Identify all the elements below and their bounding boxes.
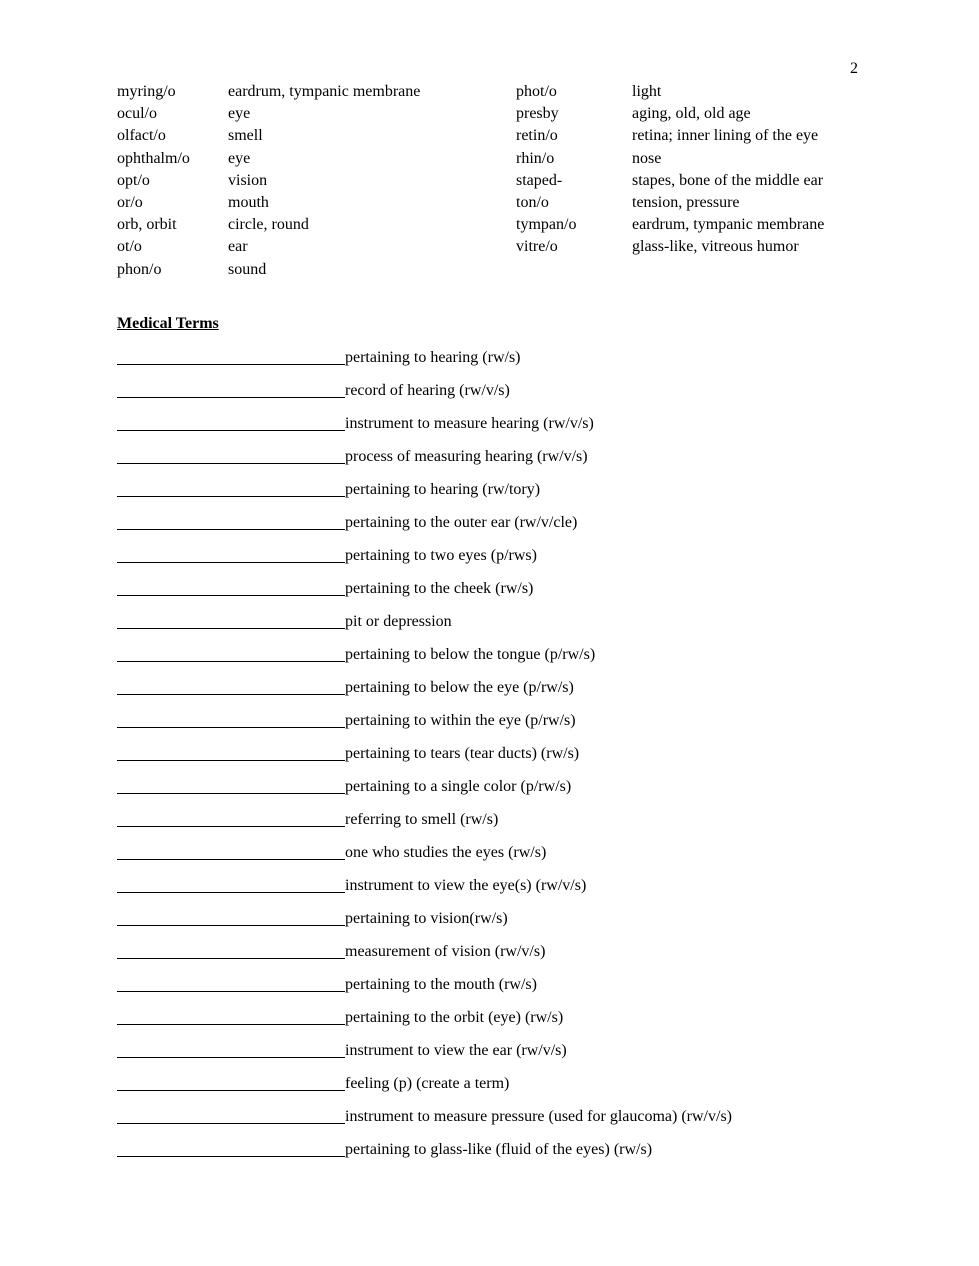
answer-blank (117, 727, 345, 728)
term-definition: pertaining to the outer ear (rw/v/cle) (345, 514, 578, 531)
term-row (117, 968, 732, 1001)
answer-blank (117, 397, 345, 398)
page-number: 2 (850, 60, 858, 77)
term-row (117, 572, 732, 605)
combining-form-definition: aging, old, old age (632, 105, 751, 123)
term-definition: referring to smell (rw/s) (345, 811, 499, 828)
term-row (117, 1100, 732, 1133)
answer-blank (117, 892, 345, 893)
answer-blank (117, 826, 345, 827)
word-list-right-column (516, 81, 824, 259)
term-row (117, 407, 732, 440)
term-definition: pertaining to a single color (p/rw/s) (345, 778, 572, 795)
combining-form: ocul/o (117, 105, 157, 123)
answer-blank (117, 991, 345, 992)
term-definition: instrument to measure hearing (rw/v/s) (345, 415, 594, 432)
term-definition: pertaining to the orbit (eye) (rw/s) (345, 1009, 564, 1026)
term-row (117, 869, 732, 902)
combining-form: ot/o (117, 238, 142, 256)
answer-blank (117, 562, 345, 563)
term-row (117, 440, 732, 473)
term-definition: pertaining to tears (tear ducts) (rw/s) (345, 745, 580, 762)
term-definition: pit or depression (345, 613, 452, 630)
combining-form-definition: nose (632, 149, 662, 167)
word-row (117, 125, 516, 147)
word-row (516, 214, 824, 236)
medical-terms-list (117, 341, 732, 1166)
combining-form: ophthalm/o (117, 149, 190, 167)
term-row (117, 605, 732, 638)
word-row (117, 81, 516, 103)
combining-form: olfact/o (117, 127, 166, 145)
combining-form: phot/o (516, 83, 557, 100)
combining-form: phon/o (117, 260, 162, 278)
term-row (117, 803, 732, 836)
combining-form-definition: eye (228, 105, 251, 123)
combining-form-definition: ear (228, 238, 248, 256)
word-row (117, 148, 516, 170)
word-row (516, 148, 824, 170)
combining-form-definition: eye (228, 149, 251, 167)
combining-form: presby (516, 105, 559, 123)
combining-form-definition: eardrum, tympanic membrane (632, 216, 825, 234)
term-row (117, 1001, 732, 1034)
answer-blank (117, 1156, 345, 1157)
answer-blank (117, 859, 345, 860)
combining-form-definition: vision (228, 171, 268, 189)
term-row (117, 770, 732, 803)
answer-blank (117, 661, 345, 662)
word-row (516, 125, 824, 147)
combining-form-definition: sound (228, 260, 267, 278)
term-row (117, 836, 732, 869)
answer-blank (117, 628, 345, 629)
term-definition: instrument to view the ear (rw/v/s) (345, 1042, 567, 1059)
term-definition: instrument to measure pressure (used for glaucoma) (rw/v/s) (345, 1108, 732, 1125)
term-definition: pertaining to hearing (rw/tory) (345, 481, 541, 498)
term-row (117, 1133, 732, 1166)
combining-form: orb, orbit (117, 216, 177, 234)
term-row (117, 737, 732, 770)
word-list-left-column (117, 81, 516, 281)
combining-form: vitre/o (516, 238, 558, 256)
term-row (117, 341, 732, 374)
word-row (117, 103, 516, 125)
combining-form: rhin/o (516, 149, 555, 167)
term-row (117, 374, 732, 407)
term-row (117, 1067, 732, 1100)
combining-form: opt/o (117, 171, 150, 189)
term-definition: record of hearing (rw/v/s) (345, 382, 510, 399)
combining-form-definition: stapes, bone of the middle ear (632, 171, 824, 189)
word-row (117, 236, 516, 258)
answer-blank (117, 925, 345, 926)
term-definition: process of measuring hearing (rw/v/s) (345, 448, 588, 465)
word-row (516, 103, 824, 125)
combining-form-definition: smell (228, 127, 263, 145)
word-row (516, 81, 824, 103)
answer-blank (117, 958, 345, 959)
answer-blank (117, 1057, 345, 1058)
term-definition: pertaining to below the eye (p/rw/s) (345, 679, 574, 696)
combining-form: or/o (117, 194, 143, 212)
word-row (516, 170, 824, 192)
answer-blank (117, 430, 345, 431)
term-definition: pertaining to vision(rw/s) (345, 910, 508, 927)
term-row (117, 935, 732, 968)
term-row (117, 704, 732, 737)
answer-blank (117, 529, 345, 530)
combining-form: myring/o (117, 83, 176, 100)
answer-blank (117, 463, 345, 464)
combining-form: tympan/o (516, 216, 577, 234)
combining-form-definition: circle, round (228, 216, 309, 234)
combining-form-definition: glass-like, vitreous humor (632, 238, 799, 256)
combining-form: staped- (516, 171, 563, 189)
combining-form-definition: mouth (228, 194, 269, 212)
word-row (117, 192, 516, 214)
term-row (117, 473, 732, 506)
combining-form: ton/o (516, 194, 549, 212)
term-row (117, 506, 732, 539)
word-row (516, 192, 824, 214)
answer-blank (117, 364, 345, 365)
answer-blank (117, 496, 345, 497)
term-definition: pertaining to within the eye (p/rw/s) (345, 712, 576, 729)
term-row (117, 638, 732, 671)
term-row (117, 671, 732, 704)
medical-terms-heading: Medical Terms (117, 315, 219, 332)
combining-form-definition: eardrum, tympanic membrane (228, 83, 421, 100)
word-list (117, 81, 824, 281)
term-row (117, 1034, 732, 1067)
answer-blank (117, 1024, 345, 1025)
term-definition: instrument to view the eye(s) (rw/v/s) (345, 877, 587, 894)
answer-blank (117, 793, 345, 794)
term-definition: pertaining to the mouth (rw/s) (345, 976, 537, 993)
term-definition: measurement of vision (rw/v/s) (345, 943, 546, 960)
answer-blank (117, 694, 345, 695)
combining-form-definition: tension, pressure (632, 194, 740, 212)
answer-blank (117, 760, 345, 761)
term-definition: pertaining to two eyes (p/rws) (345, 547, 537, 564)
word-row (117, 214, 516, 236)
term-definition: feeling (p) (create a term) (345, 1075, 510, 1092)
answer-blank (117, 595, 345, 596)
term-row (117, 902, 732, 935)
answer-blank (117, 1123, 345, 1124)
word-row (117, 170, 516, 192)
term-row (117, 539, 732, 572)
term-definition: pertaining to below the tongue (p/rw/s) (345, 646, 596, 663)
combining-form-definition: light (632, 83, 662, 100)
combining-form-definition: retina; inner lining of the eye (632, 127, 819, 145)
term-definition: one who studies the eyes (rw/s) (345, 844, 547, 861)
combining-form: retin/o (516, 127, 558, 145)
term-definition: pertaining to glass-like (fluid of the eyes) (rw/s) (345, 1141, 653, 1158)
answer-blank (117, 1090, 345, 1091)
word-row (516, 236, 824, 258)
term-definition: pertaining to the cheek (rw/s) (345, 580, 534, 597)
word-row (117, 259, 516, 281)
term-definition: pertaining to hearing (rw/s) (345, 349, 521, 366)
